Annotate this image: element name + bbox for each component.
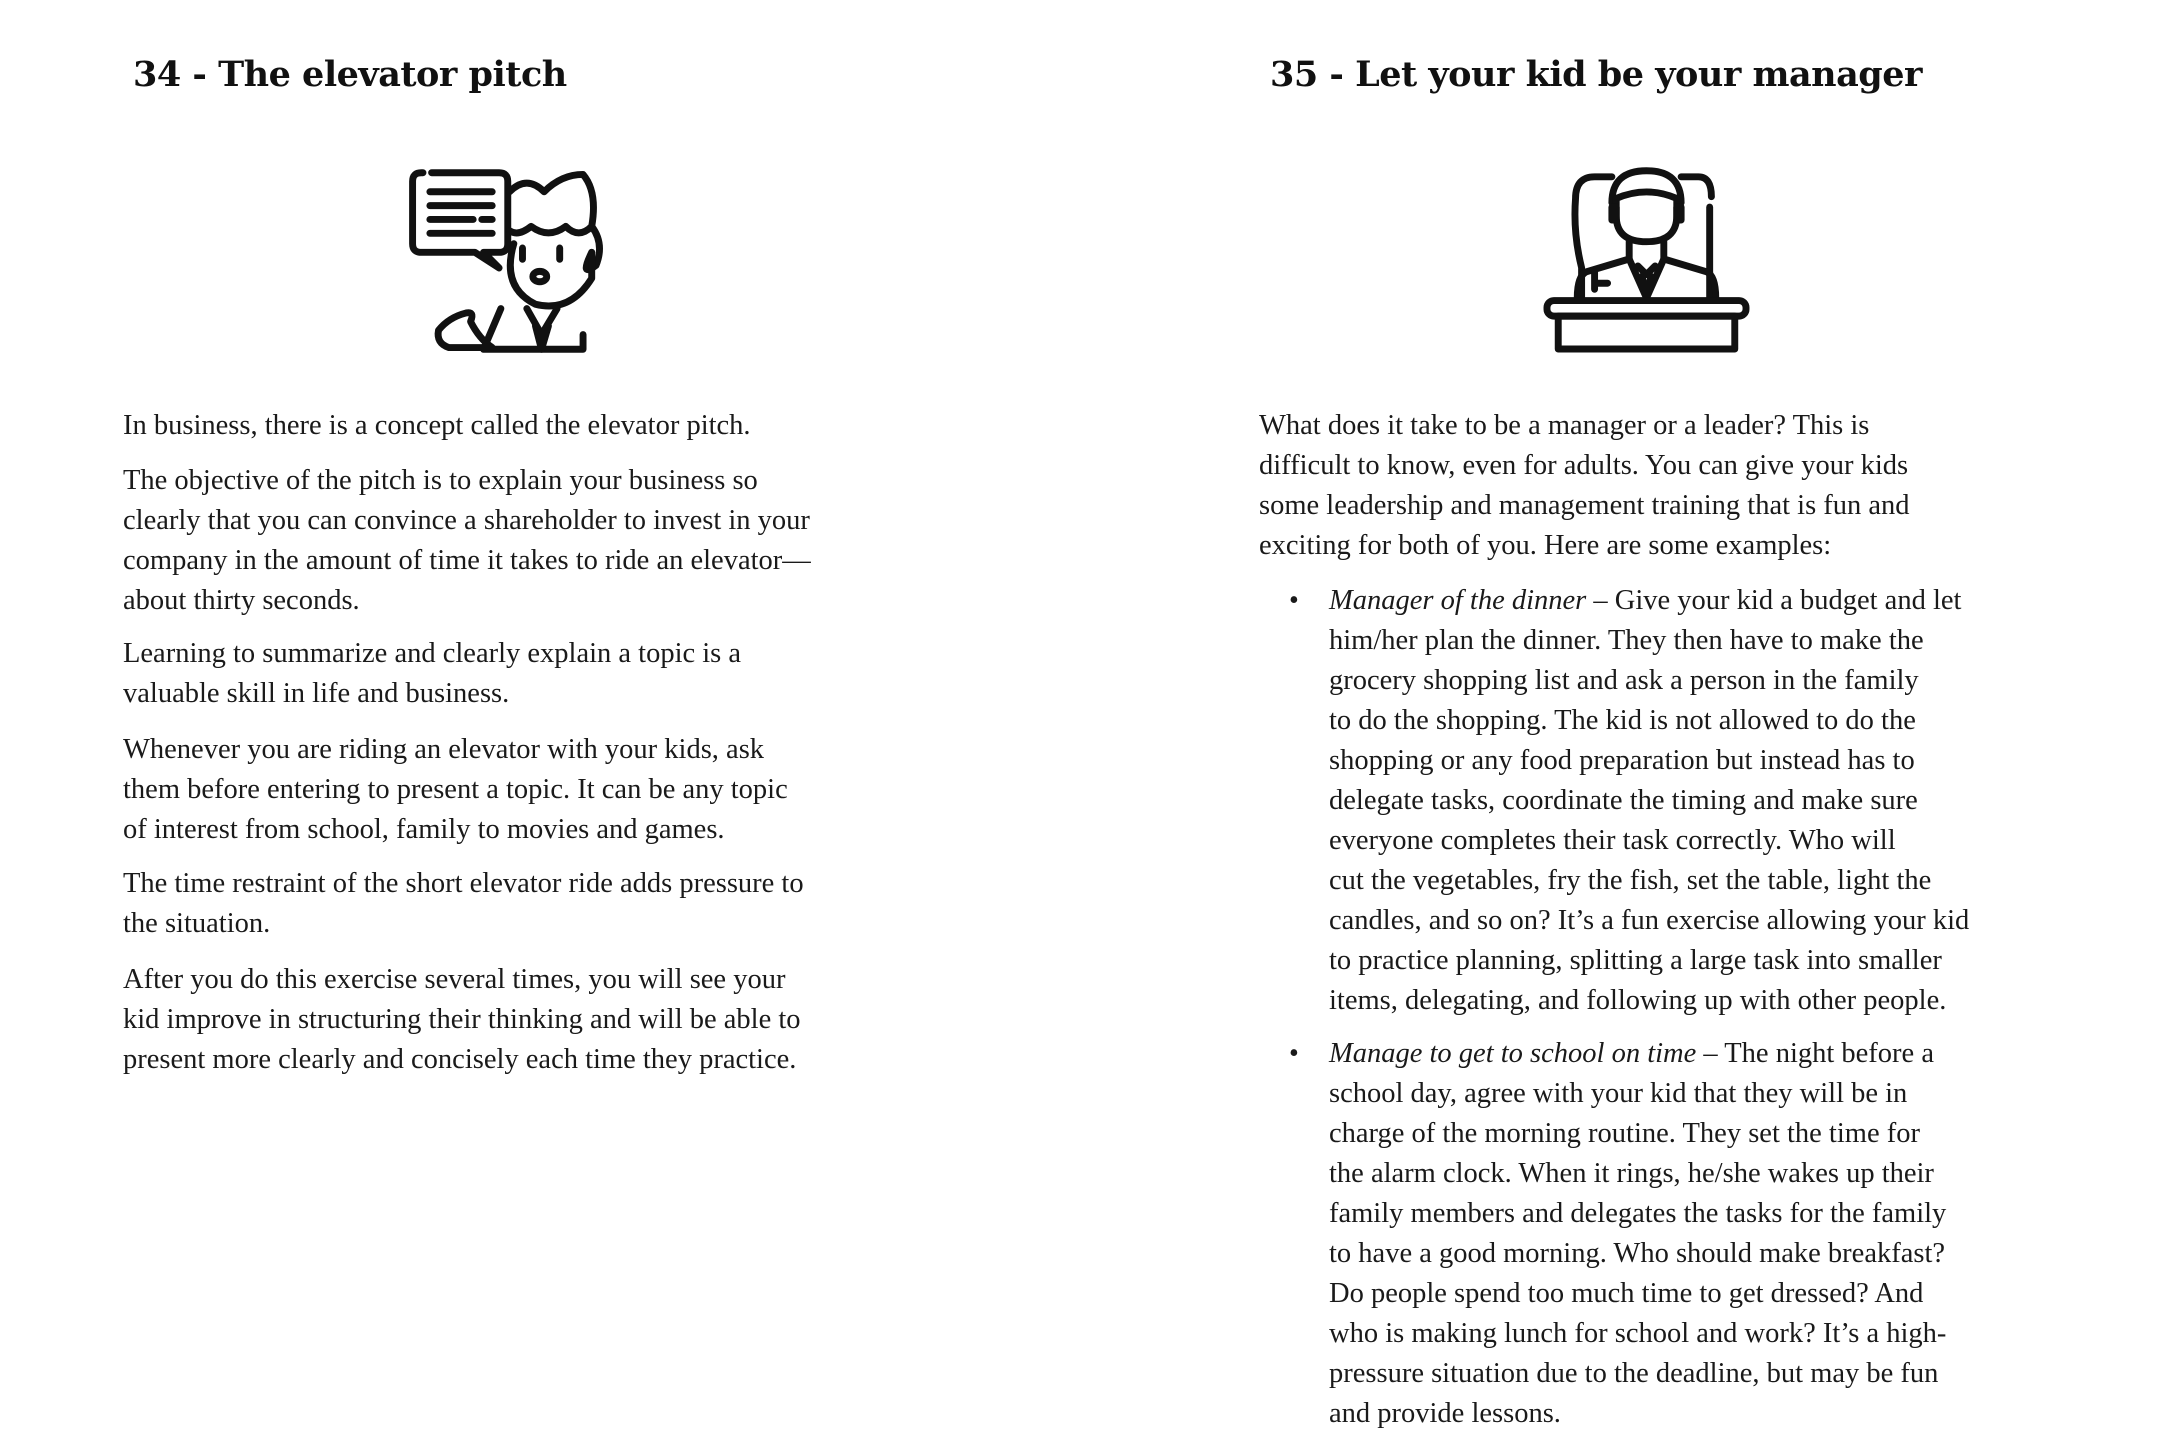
bullet-icon: • — [1289, 1038, 1299, 1069]
text-line: valuable skill in life and business. — [123, 678, 510, 709]
text-line: items, delegating, and following up with other people. — [1329, 985, 1947, 1016]
text-line: to practice planning, splitting a large task into smaller — [1329, 945, 1942, 976]
text-line: the situation. — [123, 908, 271, 939]
text-line: In business, there is a concept called the elevator pitch. — [123, 410, 751, 441]
text-line: grocery shopping list and ask a person in the family — [1329, 665, 1919, 696]
text-line: After you do this exercise several times, you will see your — [123, 964, 786, 995]
text-line: charge of the morning routine. They set the time for — [1329, 1118, 1920, 1149]
text-line: school day, agree with your kid that they will be in — [1329, 1078, 1908, 1109]
paragraph — [123, 634, 741, 714]
text-line: – The night before a — [1696, 1038, 1934, 1069]
manager-at-desk-icon — [1534, 150, 1759, 368]
text-line: him/her plan the dinner. They then have to make the — [1329, 625, 1924, 656]
paragraph — [123, 406, 751, 446]
section-heading: 35 - Let your kid be your manager — [1270, 54, 1922, 95]
bullet-item — [1289, 581, 1970, 1021]
section-heading: 34 - The elevator pitch — [133, 54, 567, 95]
text-line: Do people spend too much time to get dressed? And — [1329, 1278, 1924, 1309]
bullet-icon: • — [1289, 585, 1299, 616]
text-line: kid improve in structuring their thinking and will be able to — [123, 1004, 801, 1035]
text-line: clearly that you can convince a shareholder to invest in your — [123, 505, 810, 536]
text-line: pressure situation due to the deadline, but may be fun — [1329, 1358, 1939, 1389]
paragraph — [123, 864, 804, 944]
paragraph — [123, 960, 801, 1080]
text-line: company in the amount of time it takes to ride an elevator— — [123, 545, 811, 576]
text-line: about thirty seconds. — [123, 585, 360, 616]
text-line: difficult to know, even for adults. You can give your kids — [1259, 450, 1909, 481]
text-line: to have a good morning. Who should make breakfast? — [1329, 1238, 1946, 1269]
text-line: candles, and so on? It’s a fun exercise allowing your kid — [1329, 905, 1970, 936]
bullet-title: Manage to get to school on time — [1329, 1038, 1697, 1069]
businessman-speech-bubble-icon — [397, 152, 622, 370]
bullet-item — [1289, 1034, 1947, 1434]
text-line: Whenever you are riding an elevator with your kids, ask — [123, 734, 765, 765]
text-line: family members and delegates the tasks for the family — [1329, 1198, 1947, 1229]
paragraph — [123, 461, 811, 621]
text-line: Learning to summarize and clearly explain a topic is a — [123, 638, 742, 669]
text-line: – Give your kid a budget and let — [1586, 585, 1962, 616]
intro-paragraph — [1259, 406, 1910, 566]
text-line: present more clearly and concisely each time they practice. — [123, 1044, 797, 1075]
text-line: What does it take to be a manager or a leader? This is — [1259, 410, 1870, 441]
bullet-title: Manager of the dinner — [1329, 585, 1587, 616]
text-line: them before entering to present a topic. It can be any topic — [123, 774, 788, 805]
paragraph — [123, 730, 788, 850]
text-line: delegate tasks, coordinate the timing and make sure — [1329, 785, 1918, 816]
text-line: shopping or any food preparation but instead has to — [1329, 745, 1915, 776]
text-line: The time restraint of the short elevator ride adds pressure to — [123, 868, 804, 899]
text-line: and provide lessons. — [1329, 1398, 1561, 1429]
text-line: to do the shopping. The kid is not allowed to do the — [1329, 705, 1916, 736]
text-line: who is making lunch for school and work? It’s a high- — [1329, 1318, 1947, 1349]
text-line: exciting for both of you. Here are some examples: — [1259, 530, 1832, 561]
text-line: cut the vegetables, fry the fish, set the table, light the — [1329, 865, 1932, 896]
text-line: the alarm clock. When it rings, he/she wakes up their — [1329, 1158, 1934, 1189]
text-line: of interest from school, family to movies and games. — [123, 814, 725, 845]
text-line: some leadership and management training that is fun and — [1259, 490, 1910, 521]
text-line: everyone completes their task correctly. Who will — [1329, 825, 1896, 856]
text-line: The objective of the pitch is to explain your business so — [123, 465, 758, 496]
